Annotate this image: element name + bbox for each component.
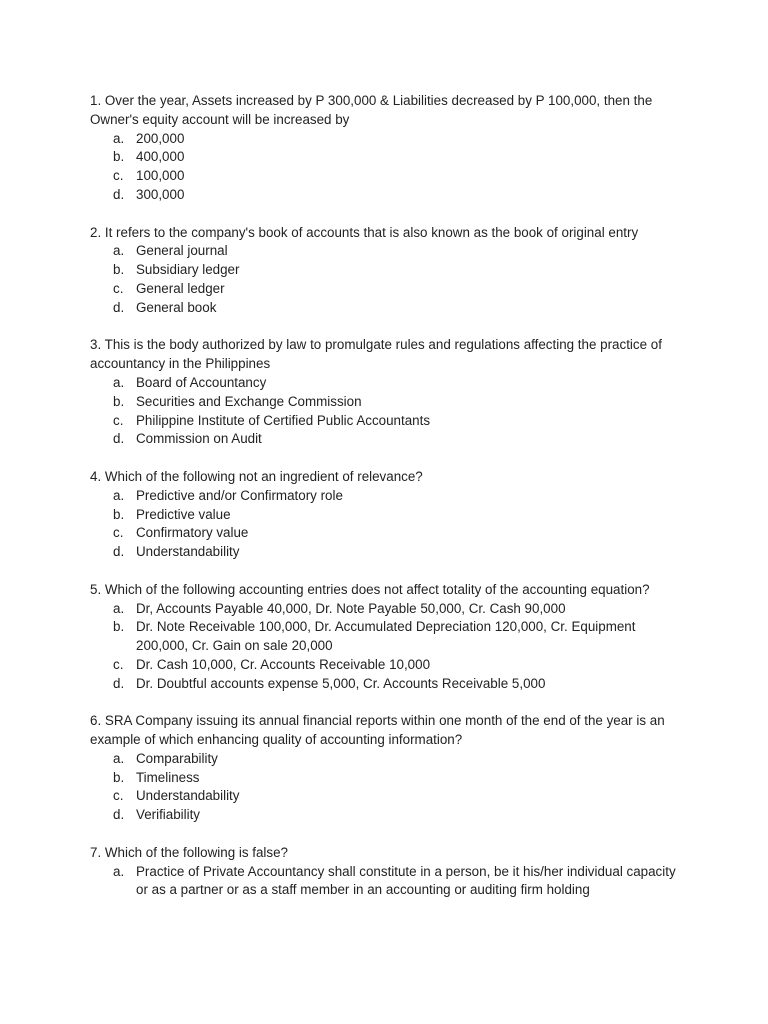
option-text: Dr. Cash 10,000, Cr. Accounts Receivable 10,000 [136,656,431,672]
option-text: 400,000 [136,149,185,165]
question-2 [90,224,690,318]
option-a [90,863,690,901]
option-letter: b. [113,393,125,409]
option-letter: d. [113,299,125,315]
option-letter: c. [113,412,124,428]
option-b [90,261,690,280]
option-c [90,412,690,431]
option-letter: a. [113,600,125,616]
option-text: Dr. Doubtful accounts expense 5,000, Cr. Accounts Receivable 5,000 [136,675,546,691]
option-text: Timeliness [136,769,200,785]
option-text: Confirmatory value [136,525,249,541]
option-a [90,374,690,393]
option-letter: c. [113,168,124,184]
option-text: Commission on Audit [136,431,262,447]
option-b [90,769,690,788]
option-list [90,863,690,901]
option-b [90,393,690,412]
option-letter: a. [113,374,125,390]
option-list [90,130,690,205]
option-d [90,430,690,449]
option-d [90,806,690,825]
option-text: Understandability [136,788,240,804]
question-text: 6. SRA Company issuing its annual financial reports within one month of the end of the year is an example of which enhancing quality of accounting information? [90,713,665,748]
question-4 [90,468,690,562]
option-text: Subsidiary ledger [136,262,240,278]
option-c [90,280,690,299]
option-letter: b. [113,769,125,785]
question-1 [90,92,690,205]
option-text: Verifiability [136,807,201,823]
question-6 [90,712,690,825]
option-list [90,600,690,694]
option-c [90,524,690,543]
option-letter: d. [113,431,125,447]
question-text: 1. Over the year, Assets increased by P 300,000 & Liabilities decreased by P 100,000, then the Owner's equity account will be increased by [90,93,653,127]
option-text: General book [136,299,217,315]
option-letter: b. [113,506,125,522]
option-letter: c. [113,656,124,672]
option-letter: c. [113,788,124,804]
option-text: General journal [136,243,228,259]
option-text: 300,000 [136,186,185,202]
option-text: Comparability [136,750,218,766]
option-letter: a. [113,487,125,503]
option-list [90,750,690,825]
option-text: Dr, Accounts Payable 40,000, Dr. Note Payable 50,000, Cr. Cash 90,000 [136,600,566,616]
option-a [90,242,690,261]
option-letter: a. [113,750,125,766]
question-text: 4. Which of the following not an ingredient of relevance? [90,468,423,484]
option-letter: a. [113,130,125,146]
option-text: Philippine Institute of Certified Public Accountants [136,412,431,428]
option-letter: d. [113,544,125,560]
option-text: Predictive and/or Confirmatory role [136,487,343,503]
question-7 [90,844,690,900]
option-b [90,148,690,167]
question-text: 7. Which of the following is false? [90,844,288,860]
option-letter: b. [113,149,125,165]
option-text: Securities and Exchange Commission [136,393,362,409]
question-text: 3. This is the body authorized by law to promulgate rules and regulations affecting the practice of accountancy in the Philippines [90,337,662,372]
option-letter: d. [113,186,125,202]
question-5 [90,581,690,694]
option-text: Predictive value [136,506,231,522]
option-a [90,130,690,149]
option-text: 200,000 [136,130,185,146]
option-a [90,600,690,619]
option-a [90,750,690,769]
option-letter: b. [113,262,125,278]
question-text: 2. It refers to the company's book of accounts that is also known as the book of original entry [90,224,639,240]
option-letter: d. [113,807,125,823]
option-a [90,487,690,506]
option-list [90,374,690,449]
option-letter: d. [113,675,125,691]
option-letter: c. [113,280,124,296]
option-text: Board of Accountancy [136,374,267,390]
option-letter: a. [113,863,125,879]
option-text: Practice of Private Accountancy shall constitute in a person, be it his/her individual capacity or as a partner or as a staff member in an accounting or auditing firm holding [136,863,676,898]
option-d [90,543,690,562]
option-d [90,299,690,318]
option-text: 100,000 [136,168,185,184]
option-letter: a. [113,243,125,259]
option-c [90,656,690,675]
option-c [90,787,690,806]
option-d [90,675,690,694]
option-text: Dr. Note Receivable 100,000, Dr. Accumulated Depreciation 120,000, Cr. Equipment 200,000, Cr. Gain on sale 20,000 [136,619,636,654]
option-list [90,487,690,562]
question-3 [90,336,690,449]
option-b [90,506,690,525]
option-list [90,242,690,317]
option-b [90,618,690,656]
question-list [90,92,690,919]
option-text: Understandability [136,544,240,560]
option-letter: b. [113,619,125,635]
question-text: 5. Which of the following accounting entries does not affect totality of the accounting equation? [90,581,650,597]
option-c [90,167,690,186]
option-d [90,186,690,205]
option-text: General ledger [136,280,225,296]
option-letter: c. [113,525,124,541]
